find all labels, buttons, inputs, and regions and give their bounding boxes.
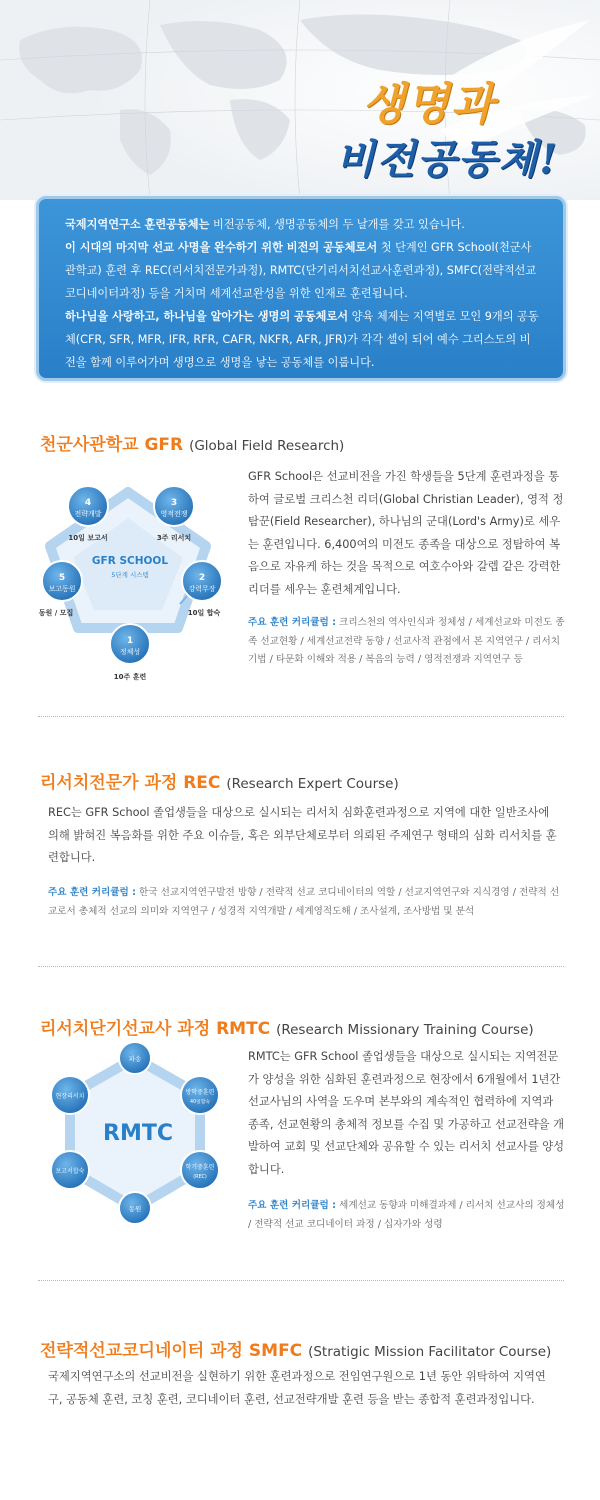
rmtc-node-3-sub: (REC) bbox=[193, 1175, 207, 1180]
rmtc-section-title bbox=[40, 1014, 534, 1039]
rmtc-node-semester-training bbox=[181, 1151, 219, 1189]
gfr-node-1-num: 1 bbox=[126, 636, 134, 646]
gfr-node-1 bbox=[110, 624, 150, 681]
rmtc-node-5-label: 보고서합숙 bbox=[55, 1168, 85, 1175]
hero-title-line1: 생명과 bbox=[362, 79, 496, 130]
rec-curriculum bbox=[48, 884, 563, 921]
smfc-title-ko: 전략적선교코디네이터 과정 bbox=[40, 1341, 243, 1361]
section-divider bbox=[38, 1280, 564, 1281]
rmtc-node-mobilize bbox=[119, 1192, 151, 1224]
rmtc-node-3-label: 학기중훈련 bbox=[185, 1164, 215, 1171]
rec-curriculum-label: 주요 훈련 커리큘럼 : bbox=[48, 887, 136, 898]
rmtc-curriculum-label: 주요 훈련 커리큘럼 : bbox=[248, 1200, 336, 1211]
gfr-node-1-label: 정체성 bbox=[119, 648, 141, 656]
gfr-five-stage-diagram bbox=[28, 478, 234, 690]
intro-box bbox=[36, 196, 566, 381]
smfc-description: 국제지역연구소의 선교비전을 실현하기 위한 훈련과정으로 전임연구원으로 1년 동안 위탁하여 지역연구, 공동체 훈련, 코칭 훈련, 코디네이터 훈련, 선교전략개발 훈련 등을 받는 종합적 훈련과정입니다. bbox=[48, 1370, 546, 1406]
gfr-diagram-center-sub: 5단계 시스템 bbox=[111, 571, 149, 579]
gfr-title-ko: 천군사관학교 bbox=[40, 435, 139, 455]
gfr-node-5-num: 5 bbox=[58, 573, 66, 583]
gfr-title-en: (Global Field Research) bbox=[189, 438, 345, 454]
rmtc-diagram-center: RMTC bbox=[103, 1121, 173, 1146]
gfr-node-3-caption: 3주 리서치 bbox=[156, 534, 192, 542]
gfr-node-3-label: 영적전쟁 bbox=[160, 510, 188, 518]
rmtc-title-en: (Research Missionary Training Course) bbox=[276, 1022, 534, 1038]
gfr-node-5-caption: 동원 / 모집 bbox=[38, 609, 74, 617]
gfr-node-4 bbox=[68, 486, 108, 542]
smfc-title-code: SMFC bbox=[248, 1341, 303, 1361]
rec-title-ko: 리서치전문가 과정 bbox=[40, 773, 178, 793]
rmtc-node-4-label: 동원 bbox=[128, 1205, 142, 1213]
intro-p1-text: 비전공동체, 생명공동체의 두 날개를 갖고 있습니다. bbox=[209, 218, 465, 231]
rec-title-code: REC bbox=[183, 773, 221, 793]
rmtc-title-ko: 리서치단기선교사 과정 bbox=[40, 1019, 211, 1039]
rec-section-title bbox=[40, 768, 399, 793]
gfr-node-3 bbox=[154, 486, 194, 542]
intro-paragraph-1 bbox=[65, 213, 541, 236]
rmtc-node-2-label: 방학중훈련 bbox=[185, 1089, 215, 1096]
hero-title-line2: 비전공동체! bbox=[336, 136, 559, 183]
gfr-section-title bbox=[40, 430, 344, 455]
rmtc-node-vacation-training bbox=[181, 1076, 219, 1114]
rmtc-node-1-label: 파송 bbox=[128, 1055, 142, 1063]
rec-title-en: (Research Expert Course) bbox=[226, 776, 399, 792]
gfr-node-2 bbox=[182, 561, 222, 617]
rec-curriculum-text: 한국 선교지역연구발전 방향 / 전략적 선교 코디네이터의 역할 / 선교지역연구와 지식경영 / 전략적 선교로서 총체적 선교의 의미와 지역연구 / 성경적 지역개발 / 세계영적도해 / 조사설계, 조사방법 및 분석 bbox=[48, 887, 560, 917]
smfc-section-title bbox=[40, 1336, 551, 1361]
gfr-curriculum-text: 크리스천의 역사인식과 정체성 / 세계선교와 미전도 종족 선교현황 / 세계선교전략 동향 / 선교사적 관점에서 본 지역연구 / 리서치기법 / 타문화 이해와 적용 / 복음의 능력 / 영적전쟁과 지역연구 등 bbox=[248, 617, 565, 665]
gfr-node-4-label: 전략개발 bbox=[74, 510, 102, 518]
intro-paragraph-3 bbox=[65, 305, 541, 374]
intro-paragraph-2 bbox=[65, 236, 541, 305]
rmtc-node-field-research bbox=[51, 1076, 89, 1114]
intro-p2-text: 첫 단계인 GFR School(천군사관학교) 훈련 후 REC(리서치전문가과정), RMTC(단기리서치선교사훈련과정), SMFC(전략적선교코디네이터과정) 등을 거치며 세계선교완성을 위한 인재로 훈련됩니다. bbox=[65, 241, 537, 300]
gfr-node-3-num: 3 bbox=[170, 498, 178, 508]
intro-p1-bold: 국제지역연구소 훈련공동체는 bbox=[65, 218, 210, 231]
intro-p3-bold: 하나님을 사랑하고, 하나님을 알아가는 생명의 공동체로서 bbox=[65, 310, 349, 323]
gfr-curriculum-label: 주요 훈련 커리큘럼 : bbox=[248, 617, 336, 628]
gfr-node-2-caption: 10일 합숙 bbox=[187, 609, 221, 617]
gfr-node-1-caption: 10주 훈련 bbox=[113, 673, 147, 681]
rmtc-curriculum-text: 세계선교 동향과 미해결과제 / 리서치 선교사의 정체성 / 전략적 선교 코디네이터 과정 / 십자가와 성령 bbox=[248, 1200, 565, 1230]
gfr-diagram-center-title: GFR SCHOOL bbox=[91, 555, 169, 567]
rmtc-node-6-label: 현장리서치 bbox=[55, 1093, 85, 1100]
rmtc-cycle-diagram bbox=[40, 1040, 230, 1230]
rmtc-description: RMTC는 GFR School 졸업생들을 대상으로 실시되는 지역전문가 양성을 위한 심화된 훈련과정으로 현장에서 6개월에서 1년간 선교사님의 사역을 도우며 본부와의 계속적인 협력하에 지역과 종족, 선교현황의 총체적 정보를 수집 및 가공하고 선교전략을 개발하여 교회 및 선교단체와 공유할 수 있는 리서치 선교사를 양성합니다. bbox=[248, 1050, 565, 1176]
rmtc-curriculum bbox=[248, 1197, 566, 1234]
intro-p3-text: 양육 체제는 지역별로 모인 9개의 공동체(CFR, SFR, MFR, IFR, RFR, CAFR, NKFR, AFR, JFR)가 각각 셀이 되어 예수 그리스도의 비전을 함께 이루어가며 생명으로 생명을 낳는 공동체를 이룹니다. bbox=[65, 310, 539, 369]
rec-description: REC는 GFR School 졸업생들을 대상으로 실시되는 리서치 심화훈련과정으로 지역에 대한 일반조사에 의해 밝혀진 복음화를 위한 주요 이슈들, 혹은 외부단체로부터 의뢰된 주제연구 형태의 심화 리서치를 훈련합니다. bbox=[48, 806, 557, 864]
gfr-node-2-num: 2 bbox=[198, 573, 206, 583]
gfr-title-code: GFR bbox=[144, 435, 184, 455]
gfr-node-2-label: 강력무장 bbox=[188, 585, 216, 593]
gfr-node-4-num: 4 bbox=[84, 498, 92, 508]
gfr-description: GFR School은 선교비전을 가진 학생들을 5단계 훈련과정을 통하여 글로벌 크리스천 리더(Global Christian Leader), 영적 정탐꾼(Field Researcher), 하나님의 군대(Lord's Army)로 세우는 훈련입니다. 6,400여의 미전도 종족을 대상으로 정탐하여 복음으로 자유케 하는 것을 목적으로 여호수아와 갈렙 같은 강력한 리더를 세우는 훈련체계입니다. bbox=[248, 470, 564, 596]
rmtc-title-code: RMTC bbox=[216, 1019, 271, 1039]
section-divider bbox=[38, 716, 564, 717]
intro-p2-bold: 이 시대의 마지막 선교 사명을 완수하기 위한 비전의 공동체로서 bbox=[65, 241, 378, 254]
gfr-curriculum bbox=[248, 614, 568, 670]
gfr-node-4-caption: 10일 보고서 bbox=[68, 534, 108, 542]
hero-banner bbox=[0, 0, 600, 200]
rmtc-node-dispatch bbox=[119, 1042, 151, 1074]
rmtc-node-report-camp bbox=[51, 1151, 89, 1189]
gfr-node-5-label: 보고동원 bbox=[48, 585, 76, 593]
section-divider bbox=[38, 966, 564, 967]
smfc-title-en: (Stratigic Mission Facilitator Course) bbox=[308, 1344, 552, 1360]
rmtc-node-2-sub: 40일합숙 bbox=[189, 1100, 211, 1105]
